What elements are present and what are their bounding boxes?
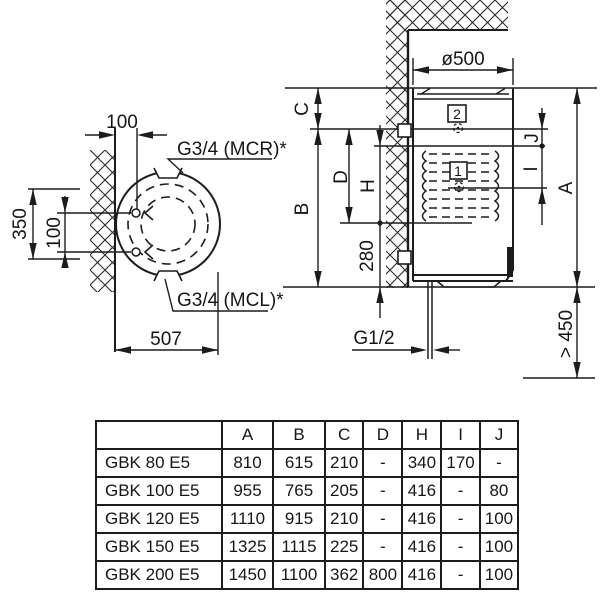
dim-label-c: C [292,102,313,116]
wall-hatch-side-view [386,0,408,288]
cell: 100 [480,505,518,533]
cell: 205 [325,477,363,505]
cell: 170 [441,449,479,477]
header-i: I [441,421,479,449]
cell: 416 [402,477,441,505]
dim-label-clearance: > 450 [556,309,577,359]
model-name: GBK 80 E5 [96,449,222,477]
model-name: GBK 120 E5 [96,505,222,533]
mount-bracket-upper [398,124,411,137]
mcr-callout [168,139,287,173]
cell: - [441,505,479,533]
mount-bracket-lower [398,251,411,264]
dim-d [331,129,353,223]
cell: 80 [480,477,518,505]
dim-label-d: D [331,170,352,184]
header-d: D [363,421,402,449]
dim-h-280 [357,125,384,318]
dim-label-100-top: 100 [106,112,138,133]
wall-port-upper [132,209,140,217]
top-view [10,112,287,355]
cell: 955 [222,477,273,505]
dim-label-h: H [358,179,379,193]
table-row [96,477,518,505]
outlet-pipe [428,281,432,359]
cell: - [441,533,479,561]
model-name: GBK 200 E5 [96,561,222,589]
cell: - [363,533,402,561]
table-row [96,533,518,561]
dim-label-b: B [292,202,313,216]
cell: 416 [402,561,441,589]
side-view [283,0,597,378]
spec-table [95,420,519,590]
mcr-label: G3/4 (MCR)* [177,139,287,160]
tank-core-dashed-circle [141,197,195,251]
model-name: GBK 150 E5 [96,533,222,561]
cell: 1450 [222,561,273,589]
mcl-callout [165,279,284,311]
header-b: B [273,421,325,449]
marker-1-label: 1 [454,163,462,179]
cell: 915 [273,505,325,533]
wall-port-lower [132,248,140,256]
dim-label-350: 350 [10,208,31,240]
cell: 100 [480,533,518,561]
g12-callout [352,328,460,354]
dim-label-507: 507 [150,329,182,350]
cell: - [480,449,518,477]
spec-header-row [96,421,518,449]
dim-offset-100 [85,112,167,139]
cell: - [363,505,402,533]
table-row [96,449,518,477]
header-model [96,421,222,449]
mcl-label: G3/4 (MCL)* [177,290,284,311]
cell: 765 [273,477,325,505]
top-connection-notch [154,168,182,178]
cell: - [441,477,479,505]
dim-label-diameter: ø500 [441,49,485,70]
cell: 810 [222,449,273,477]
wall-hatch-top-view [90,150,116,292]
table-row [96,505,518,533]
cell: 1325 [222,533,273,561]
cell: 100 [480,561,518,589]
cell: - [441,561,479,589]
cell: 800 [363,561,402,589]
dim-diameter [413,49,513,85]
cell: - [363,449,402,477]
dim-label-280: 280 [357,240,378,272]
cell: 210 [325,449,363,477]
marker-2-label: 2 [453,106,461,122]
ceiling-hatch [386,0,508,30]
cell: 1100 [273,561,325,589]
table-row [96,561,518,589]
left-chevron-upper [145,206,153,220]
tank-outline-circle [116,172,220,276]
cell: 362 [325,561,363,589]
dim-label-100-side: 100 [44,217,65,249]
dim-c-b [292,88,322,287]
cell: 1115 [273,533,325,561]
dim-label-j: J [522,133,543,143]
header-h: H [402,421,441,449]
header-j: J [480,421,518,449]
cell: 1110 [222,505,273,533]
header-a: A [222,421,273,449]
header-c: C [325,421,363,449]
left-chevron-lower [145,245,153,259]
bottom-connection-notch [154,271,182,281]
cell: - [363,477,402,505]
cell: 210 [325,505,363,533]
model-name: GBK 100 E5 [96,477,222,505]
sensor-marker-1 [450,162,467,192]
cell: 615 [273,449,325,477]
dim-label-i: I [521,166,542,172]
cell: 340 [402,449,441,477]
cell: 416 [402,533,441,561]
g12-label: G1/2 [353,328,395,349]
dim-label-a: A [556,181,577,195]
cell: 225 [325,533,363,561]
dim-a-clearance [556,88,581,378]
cell: 416 [402,505,441,533]
dim-j-i [521,108,546,225]
